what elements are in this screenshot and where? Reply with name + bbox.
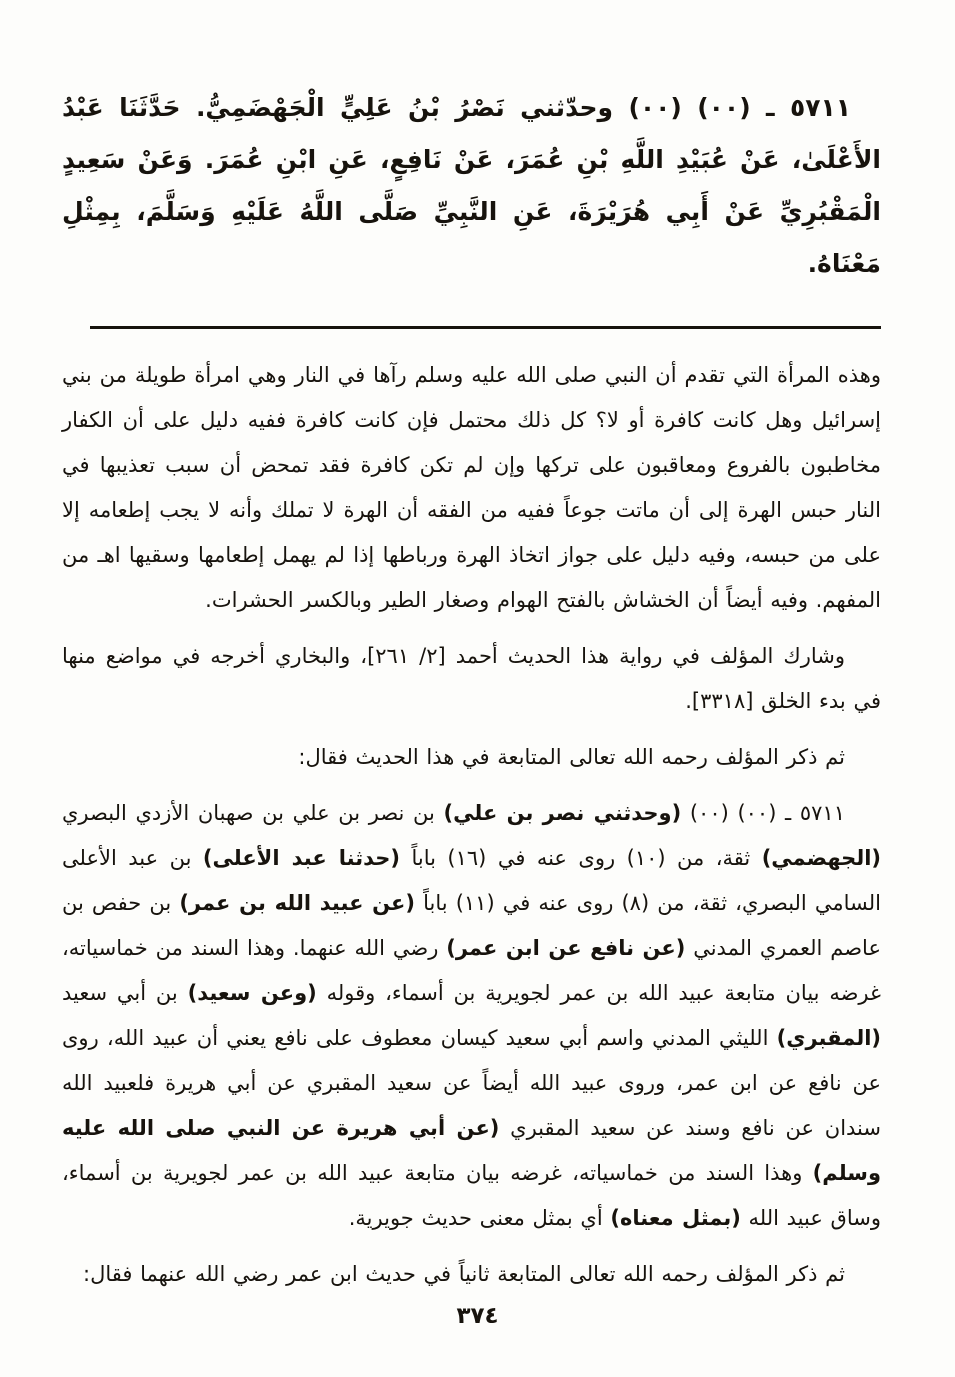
- commentary-paragraph: وشارك المؤلف في رواية هذا الحديث أحمد [٢/ ٢٦١]، والبخاري أخرجه في مواضع منها في بدء الخلق [٣٣١٨].: [62, 644, 881, 713]
- commentary-paragraph: ٥٧١١ ـ (٠٠) (٠٠) (وحدثني نصر بن علي) بن نصر بن علي بن صهبان الأزدي البصري (الجهضمي) ثقة، من (١٠) روى عنه في (١٦) باباً (حدثنا عبد الأعلى) بن عبد الأعلى السامي البصري، ثقة، من (٨) روى عنه في (١١) باباً (عن عبيد الله بن عمر) بن حفص بن عاصم العمري المدني (عن نافع عن ابن عمر) رضي الله عنهما. وهذا السند من خماسياته، غرضه بيان متابعة عبيد الله بن عمر لجويرية بن أسماء، وقوله (وعن سعيد) بن أبي سعيد (المقبري) الليثي المدني واسم أبي سعيد كيسان معطوف على نافع يعني أن عبيد الله، روى عن نافع عن ابن عمر، وروى عبيد الله أيضاً عن سعيد المقبري عن أبي هريرة فلعبيد الله سندان عن نافع وسند عن سعيد المقبري (عن أبي هريرة عن النبي صلى الله عليه وسلم) وهذا السند من خماسياته، غرضه بيان متابعة عبيد الله بن عمر لجويرية بن أسماء، وساق عبيد الله (بمثل معناه) أي بمثل معنى حديث جويرية.: [62, 801, 881, 1230]
- commentary-paragraph: ثم ذكر المؤلف رحمه الله تعالى المتابعة في هذا الحديث فقال:: [298, 745, 845, 769]
- hadith-text: ٥٧١١ ـ (٠٠) (٠٠) وحدّثني نَصْرُ بْنُ عَلِيٍّ الْجَهْضَمِيُّ. حَدَّثَنَا عَبْدُ الأَعْلَىٰ، عَنْ عُبَيْدِ اللَّهِ بْنِ عُمَرَ، عَنْ نَافِعٍ، عَنِ ابْنِ عُمَرَ. وَعَنْ سَعِيدٍ الْمَقْبُرِيِّ عَنْ أَبِي هُرَيْرَةَ، عَنِ النَّبِيِّ صَلَّى اللَّهُ عَلَيْهِ وَسَلَّمَ، بِمِثْلِ مَعْنَاهُ.: [62, 93, 881, 278]
- commentary-paragraph: وهذه المرأة التي تقدم أن النبي صلى الله عليه وسلم رآها في النار وهي امرأة طويلة من بني إسرائيل وهل كانت كافرة أو لا؟ كل ذلك محتمل فإن كانت كافرة ففيه دليل على أن الكفار مخاطبون بالفروع ومعاقبون على تركها وإن لم تكن كافرة فقد تمحض أن سبب تعذيبها في النار حبس الهرة إلى أن ماتت جوعاً ففيه من الفقه أن الهرة لا تملك وأنه لا يجب إطعامه إلا على من حبسه، وفيه دليل على جواز اتخاذ الهرة ورباطها إذا لم يهمل إطعامها وسقيها اهـ من المفهم. وفيه أيضاً أن الخشاش بالفتح الهوام وصغار الطير وبالكسر الحشرات.: [62, 363, 881, 612]
- commentary-section: [62, 353, 881, 1297]
- section-divider: [90, 326, 881, 329]
- page-number: ٣٧٤: [456, 1303, 499, 1329]
- commentary-paragraph: ثم ذكر المؤلف رحمه الله تعالى المتابعة ثانياً في حديث ابن عمر رضي الله عنهما فقال:: [83, 1262, 845, 1286]
